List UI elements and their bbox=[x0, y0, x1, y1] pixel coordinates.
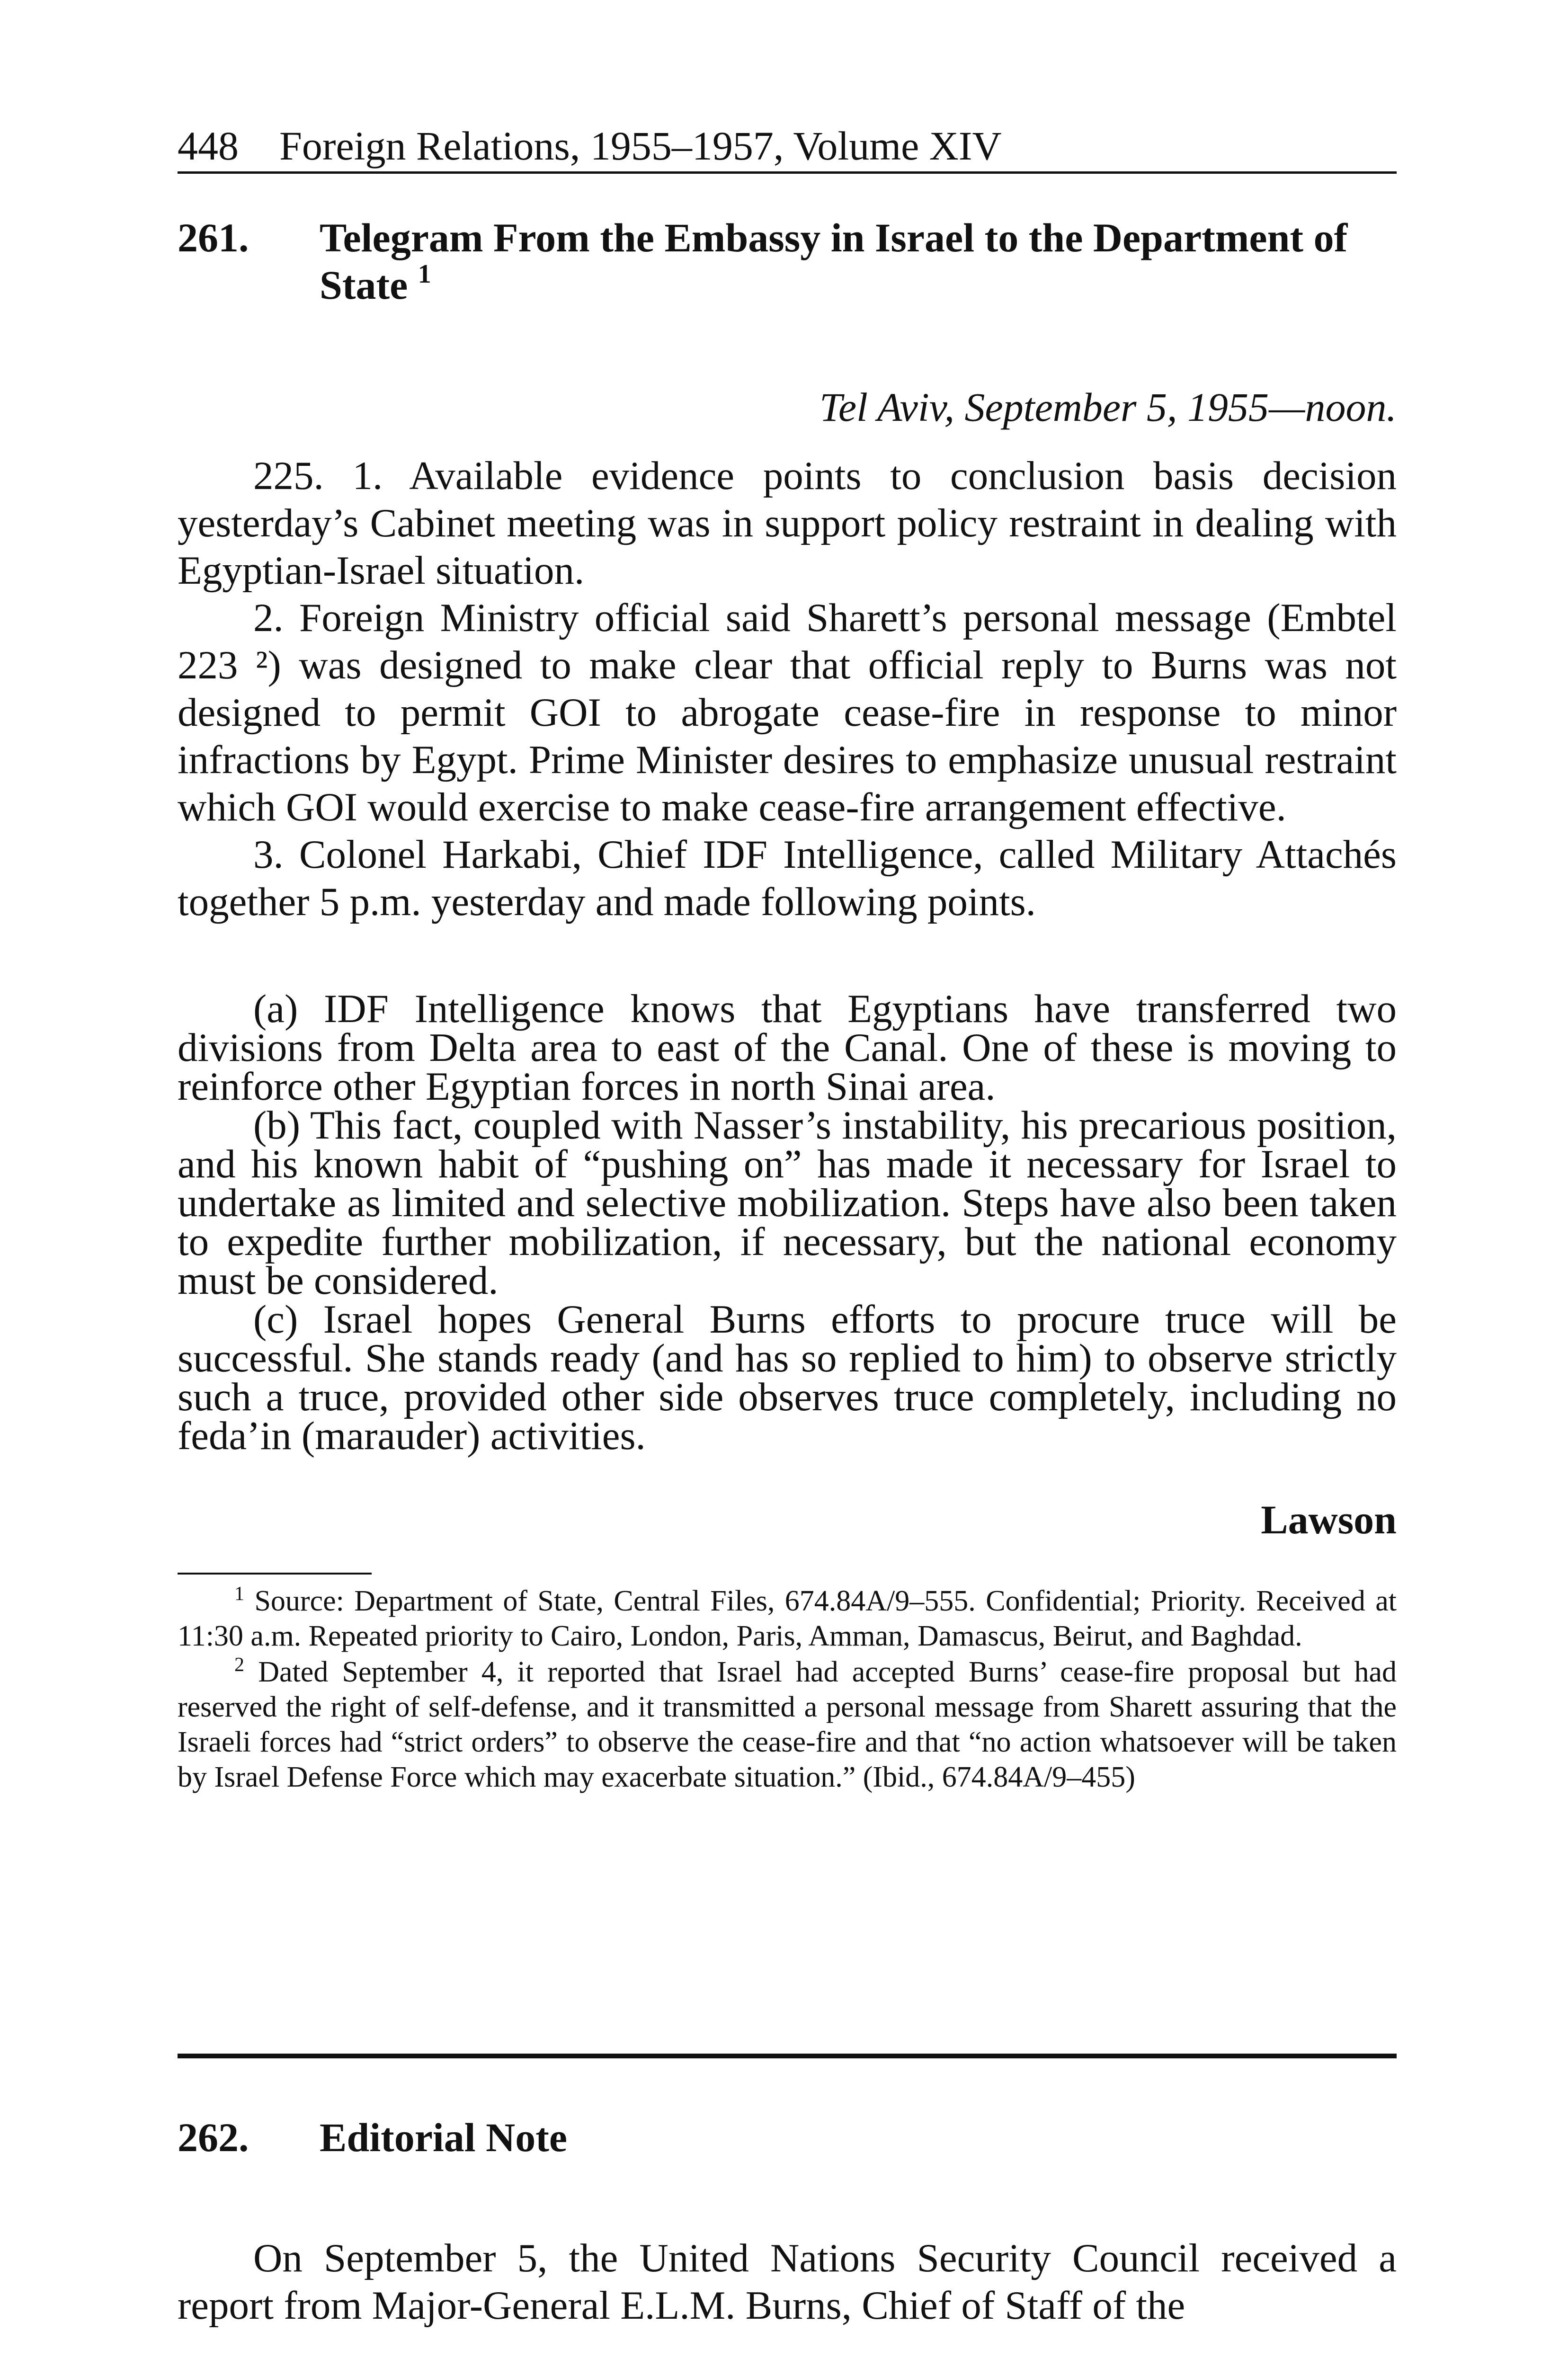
footnote-text: Dated September 4, it reported that Israel had accepted Burns’ cease-fire proposal but had reserved the right of self-defense, and it transmitted a personal message from Sharett assuring that the Israeli forces had “strict orders” to observe the cease-fire and that “no action whatsoever will be taken by Israel Defense Force which may exacerbate situation.” (Ibid., 674.84A/9–455) bbox=[178, 1656, 1397, 1793]
subparagraph: (a) IDF Intelligence knows that Egyptians have transferred two divisions from Delta area to east of the Canal. One of these is moving to reinforce other Egyptian forces in north Sinai area. bbox=[178, 987, 1397, 1109]
footnote bbox=[178, 1655, 1397, 1795]
footnote-ref: 1 bbox=[418, 259, 431, 289]
dateline: Tel Aviv, September 5, 1955—noon. bbox=[819, 384, 1397, 430]
subparagraph: (c) Israel hopes General Burns efforts to procure truce will be successful. She stands ready (and has so replied to him) to observe strictly such a truce, provided other side observes truce completely, including no feda’in (marauder) activities. bbox=[178, 1297, 1397, 1458]
footnote-marker: 1 bbox=[234, 1583, 244, 1605]
document-title: Editorial Note bbox=[320, 2115, 568, 2160]
footnote-marker: 2 bbox=[234, 1654, 244, 1676]
subparagraph: (b) This fact, coupled with Nasser’s instability, his precarious position, and his known habit of “pushing on” has made it necessary for Israel to undertake as limited and selective mobilization. Steps have also been taken to expedite further mobilization, if necessary, but the national economy must be considered. bbox=[178, 1103, 1397, 1303]
signature: Lawson bbox=[1261, 1497, 1397, 1542]
paragraph: 3. Colonel Harkabi, Chief IDF Intelligence, called Military Attachés together 5 p.m. yesterday and made following points. bbox=[178, 832, 1397, 924]
document-262-heading bbox=[178, 2114, 1397, 2161]
volume-title: Foreign Relations, 1955–1957, Volume XIV bbox=[279, 123, 1002, 169]
footnote-rule bbox=[178, 1573, 372, 1575]
footnote-text: Source: Department of State, Central Files, 674.84A/9–555. Confidential; Priority. Received at 11:30 a.m. Repeated priority to Cairo, London, Paris, Amman, Damascus, Beirut, and Baghdad. bbox=[178, 1585, 1397, 1652]
telegram-body bbox=[178, 452, 1397, 925]
running-head bbox=[178, 122, 1397, 174]
paragraph: On September 5, the United Nations Security Council received a report from Major-General E.L.M. Burns, Chief of Staff of the bbox=[178, 2236, 1397, 2328]
paragraph: 2. Foreign Ministry official said Sharett’s personal message (Embtel 223 ²) was designed to make clear that official reply to Burns was not designed to permit GOI to abrogate cease-fire in response to minor infractions by Egypt. Prime Minister desires to emphasize unusual restraint which GOI would exercise to make cease-fire arrangement effective. bbox=[178, 596, 1397, 829]
footnote bbox=[178, 1584, 1397, 1654]
telegram-subpoints bbox=[178, 987, 1397, 1458]
footnotes bbox=[178, 1584, 1397, 1796]
document-title-text: Telegram From the Embassy in Israel to the Department of State bbox=[320, 215, 1348, 308]
document-number: 261. bbox=[178, 215, 249, 260]
document-number: 262. bbox=[178, 2115, 249, 2160]
document-title bbox=[320, 214, 1397, 309]
page-number: 448 bbox=[178, 123, 239, 169]
section-divider bbox=[178, 2054, 1397, 2058]
editorial-note-body bbox=[178, 2234, 1397, 2329]
document-261-heading bbox=[178, 214, 1397, 313]
paragraph: 225. 1. Available evidence points to conclusion basis decision yesterday’s Cabinet meeting was in support policy restraint in dealing with Egyptian-Israel situation. bbox=[178, 454, 1397, 593]
